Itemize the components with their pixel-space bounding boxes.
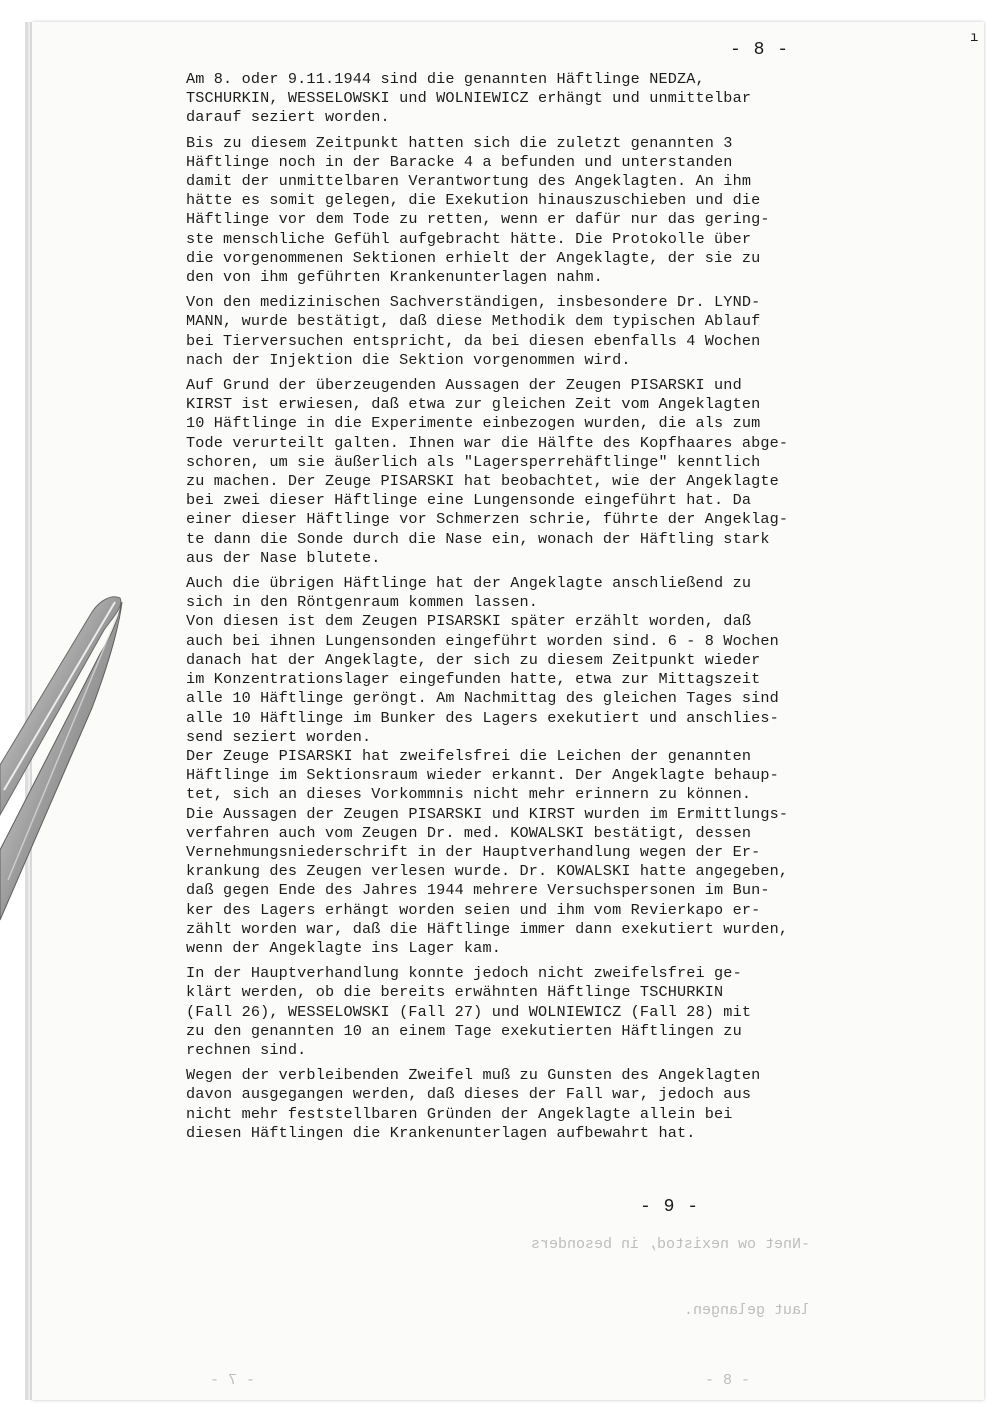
bleed-through-text: -Nnet ow nexistod, in besonders laut gelangen. - 8 - - 7 - [210, 1236, 810, 1389]
paragraph: Auch die übrigen Häftlinge hat der Angeklagte anschließend zu sich in den Röntgenraum kommen lassen. Von diesen ist dem Zeugen PISARSKI später erzählt worden, daß auch bei ihnen Lungensonden eingeführt worden sind. 6 - 8 Wochen danach hat der Angeklagte, der sich zu diesem Zeitpunkt wieder im Konzentrationslager eingefunden hatte, etwa zur Mittagszeit alle 10 Häftlinge geröngt. Am Nachmittag des gleichen Tages sind alle 10 Häftlinge im Bunker des Lagers exekutiert und anschlies- send seziert worden. Der Zeuge PISARSKI hat zweifelsfrei die Leichen der genannten Häftlinge im Sektionsraum wieder erkannt. Der Angeklagte behaup- tet, sich an dieses Vorkommnis nicht mehr erinnern zu können. Die Aussagen der Zeugen PISARSKI und KIRST wurden im Ermittlungs- verfahren auch vom Zeugen Dr. med. KOWALSKI bestätigt, dessen Vernehmungsniederschrift in der Hauptverhandlung wegen der Er- krankung des Zeugen verlesen wurde. Dr. KOWALSKI hatte angegeben, daß gegen Ende des Jahres 1944 mehrere Versuchspersonen im Bun- ker des Lagers erhängt worden seien und ihm vom Revierkapo er- zählt worden war, daß die Häftlinge immer dann exekutiert wurden, wenn der Angeklagte ins Lager kam. [186, 574, 789, 957]
page-number-bottom: - 9 - [640, 1197, 700, 1217]
edge-mark: ı [970, 30, 979, 46]
tweezers-image [0, 590, 130, 930]
paragraph: Bis zu diesem Zeitpunkt hatten sich die zuletzt genannten 3 Häftlinge noch in der Baracke 4 a befunden und unterstanden damit der unmittelbaren Verantwortung des Angeklagten. An ihm hätte es somit gelegen, die Exekution hinauszuschieben und die Häftlinge vor dem Tode zu retten, wenn er dafür nur das gering- ste menschliche Gefühl aufgebracht hätte. Die Protokolle über die vorgenommenen Sektionen erhielt der Angeklagte, der sie zu den von ihm geführten Krankenunterlagen nahm. [186, 133, 770, 287]
paragraph: Wegen der verbleibenden Zweifel muß zu Gunsten des Angeklagten davon ausgegangen werden, daß dieses der Fall war, jedoch aus nicht mehr feststellbaren Gründen der Angeklagte allein bei diesen Häftlingen die Krankenunterlagen aufbewahrt hat. [186, 1066, 761, 1142]
paragraph: Am 8. oder 9.11.1944 sind die genannten Häftlinge NEDZA, TSCHURKIN, WESSELOWSKI und WOLNIEWICZ erhängt und unmittelbar darauf seziert worden. [186, 70, 752, 127]
document-body [186, 70, 886, 1143]
paragraph: In der Hauptverhandlung konnte jedoch nicht zweifelsfrei ge- klärt werden, ob die bereits erwähnten Häftlinge TSCHURKIN (Fall 26), WESSELOWSKI (Fall 27) und WOLNIEWICZ (Fall 28) mit zu den genannten 10 an einem Tage exekutierten Häftlingen zu rechnen sind. [186, 964, 752, 1059]
page-number-top: - 8 - [730, 40, 790, 60]
paragraph: Von den medizinischen Sachverständigen, insbesondere Dr. LYND- MANN, wurde bestätigt, daß diese Methodik dem typischen Ablauf bei Tierversuchen entspricht, da bei diesen ebenfalls 4 Wochen nach der Injektion die Sektion vorgenommen wird. [186, 293, 761, 369]
paragraph: Auf Grund der überzeugenden Aussagen der Zeugen PISARSKI und KIRST ist erwiesen, daß etwa zur gleichen Zeit vom Angeklagten 10 Häftlinge in die Experimente einbezogen wurden, die als zum Tode verurteilt galten. Ihnen war die Hälfte des Kopfhaares abge- schoren, um sie äußerlich als "Lagersperrehäftlinge" kenntlich zu machen. Der Zeuge PISARSKI hat beobachtet, wie der Angeklagte bei zwei dieser Häftlinge eine Lungensonde eingeführt hat. Da einer dieser Häftlinge vor Schmerzen schrie, führte der Angeklag- te dann die Sonde durch die Nase ein, wonach der Häftling stark aus der Nase blutete. [186, 376, 789, 567]
